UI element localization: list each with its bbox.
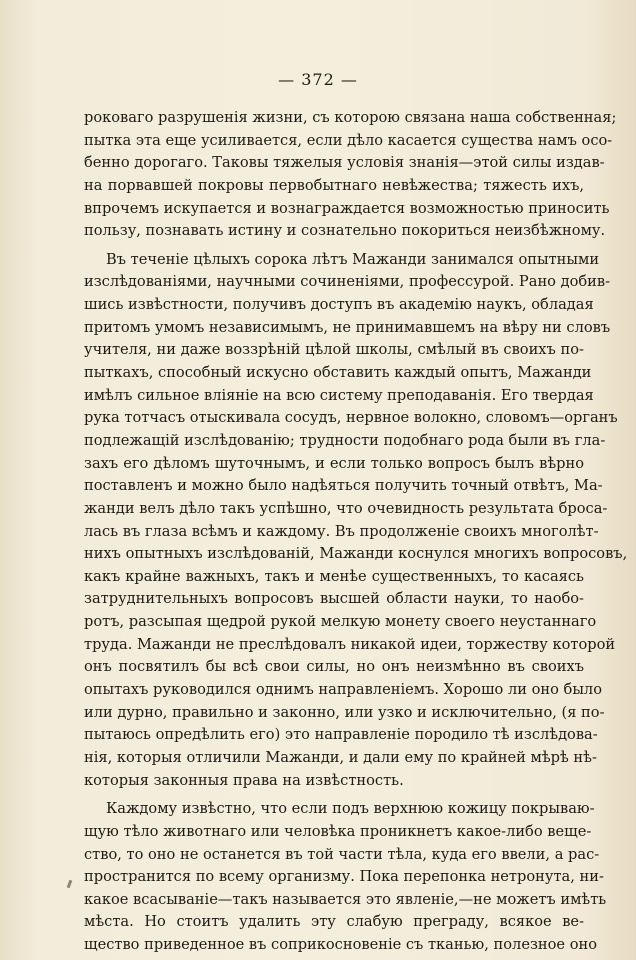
- text-line: ротъ, разсыпая щедрой рукой мелкую монету своего неустаннаго: [84, 613, 597, 631]
- text-line: опытахъ руководился однимъ направленіемъ. Хорошо ли оно было: [84, 681, 602, 699]
- page-number: — 372 —: [278, 70, 358, 89]
- text-line: которыя законныя права на извѣстность.: [84, 771, 404, 789]
- text-line: пыткахъ, способный искусно обставить каждый опытъ, Мажанди: [84, 364, 592, 382]
- text-line: нихъ опытныхъ изслѣдованій, Мажанди коснулся многихъ вопросовъ,: [84, 545, 628, 563]
- text-line: имѣлъ сильное вліяніе на всю систему преподаванія. Его твердая: [84, 386, 594, 404]
- text-line: онъ посвятилъ бы всѣ свои силы, но онъ неизмѣнно въ своихъ: [84, 658, 584, 676]
- text-line: какое всасываніе—такъ называется это явленіе,—не можетъ имѣть: [84, 890, 607, 908]
- text-line: мѣста. Но стоитъ удалить эту слабую преграду, всякое ве-: [84, 913, 584, 931]
- text-line: бенно дорогаго. Таковы тяжелыя условія знанія—этой силы издав-: [84, 154, 605, 172]
- text-line: жанди велъ дѣло такъ успѣшно, что очевидность результата броса-: [84, 499, 608, 517]
- text-line: притомъ умомъ независимымъ, не принимавшемъ на вѣру ни словъ: [84, 318, 611, 336]
- paragraph: [84, 249, 628, 792]
- text-line: подлежащій изслѣдованію; трудности подобнаго рода были въ гла-: [84, 431, 606, 449]
- text-line: учителя, ни даже воззрѣній цѣлой школы, смѣлый въ своихъ по-: [84, 341, 584, 359]
- text-line: поставленъ и можно было надѣяться получить точный отвѣтъ, Ма-: [84, 477, 603, 495]
- text-line: захъ его дѣломъ шуточнымъ, и если только вопросъ былъ вѣрно: [84, 454, 584, 472]
- text-line: пользу, познавать истину и сознательно покориться неизбѣжному.: [84, 222, 606, 240]
- paragraph: [84, 798, 607, 956]
- text-line: Въ теченіе цѣлыхъ сорока лѣтъ Мажанди занимался опытными: [106, 250, 600, 268]
- text-line: пытка эта еще усиливается, если дѣло касается существа намъ осо-: [84, 131, 613, 149]
- ink-mark: [67, 880, 73, 889]
- text-line: труда. Мажанди не преслѣдовалъ никакой идеи, торжеству которой: [84, 635, 616, 653]
- text-line: впрочемъ искупается и вознаграждается возможностью приносить: [84, 199, 610, 217]
- text-line: нія, которыя отличили Мажанди, и дали ему по крайней мѣрѣ нѣ-: [84, 748, 597, 766]
- text-line: пространится по всему организму. Пока перепонка нетронута, ни-: [84, 868, 604, 886]
- text-line: щество приведенное въ соприкосновеніе съ тканью, полезное оно: [84, 936, 598, 954]
- text-line: Каждому извѣстно, что если подъ верхнюю кожицу покрываю-: [106, 800, 595, 818]
- paragraph: [84, 107, 617, 243]
- text-line: на порвавшей покровы первобытнаго невѣжества; тяжесть ихъ,: [84, 176, 584, 194]
- text-line: какъ крайне важныхъ, такъ и менѣе существенныхъ, то касаясь: [84, 567, 584, 585]
- text-line: пытаюсь опредѣлить его) это направленіе породило тѣ изслѣдова-: [84, 726, 598, 744]
- text-line: лась въ глаза всѣмъ и каждому. Въ продолженіе своихъ многолѣт-: [84, 522, 599, 540]
- body-text: [84, 107, 628, 957]
- text-line: рука тотчасъ отыскивала сосудъ, нервное волокно, словомъ—органъ: [84, 409, 618, 427]
- text-line: ство, то оно не останется въ той части тѣла, куда его ввели, а рас-: [84, 845, 600, 863]
- text-line: шись извѣстности, получивъ доступъ въ академію наукъ, обладая: [84, 296, 594, 314]
- text-line: роковаго разрушенія жизни, съ которою связана наша собственная;: [84, 109, 617, 126]
- text-line: щую тѣло животнаго или человѣка проникнетъ какое-либо веще-: [84, 822, 592, 840]
- text-line: изслѣдованіями, научными сочиненіями, профессурой. Рано добив-: [84, 273, 611, 291]
- text-line: или дурно, правильно и законно, или узко и исключительно, (я по-: [84, 703, 605, 721]
- text-line: затруднительныхъ вопросовъ высшей области науки, то наобо-: [84, 590, 584, 608]
